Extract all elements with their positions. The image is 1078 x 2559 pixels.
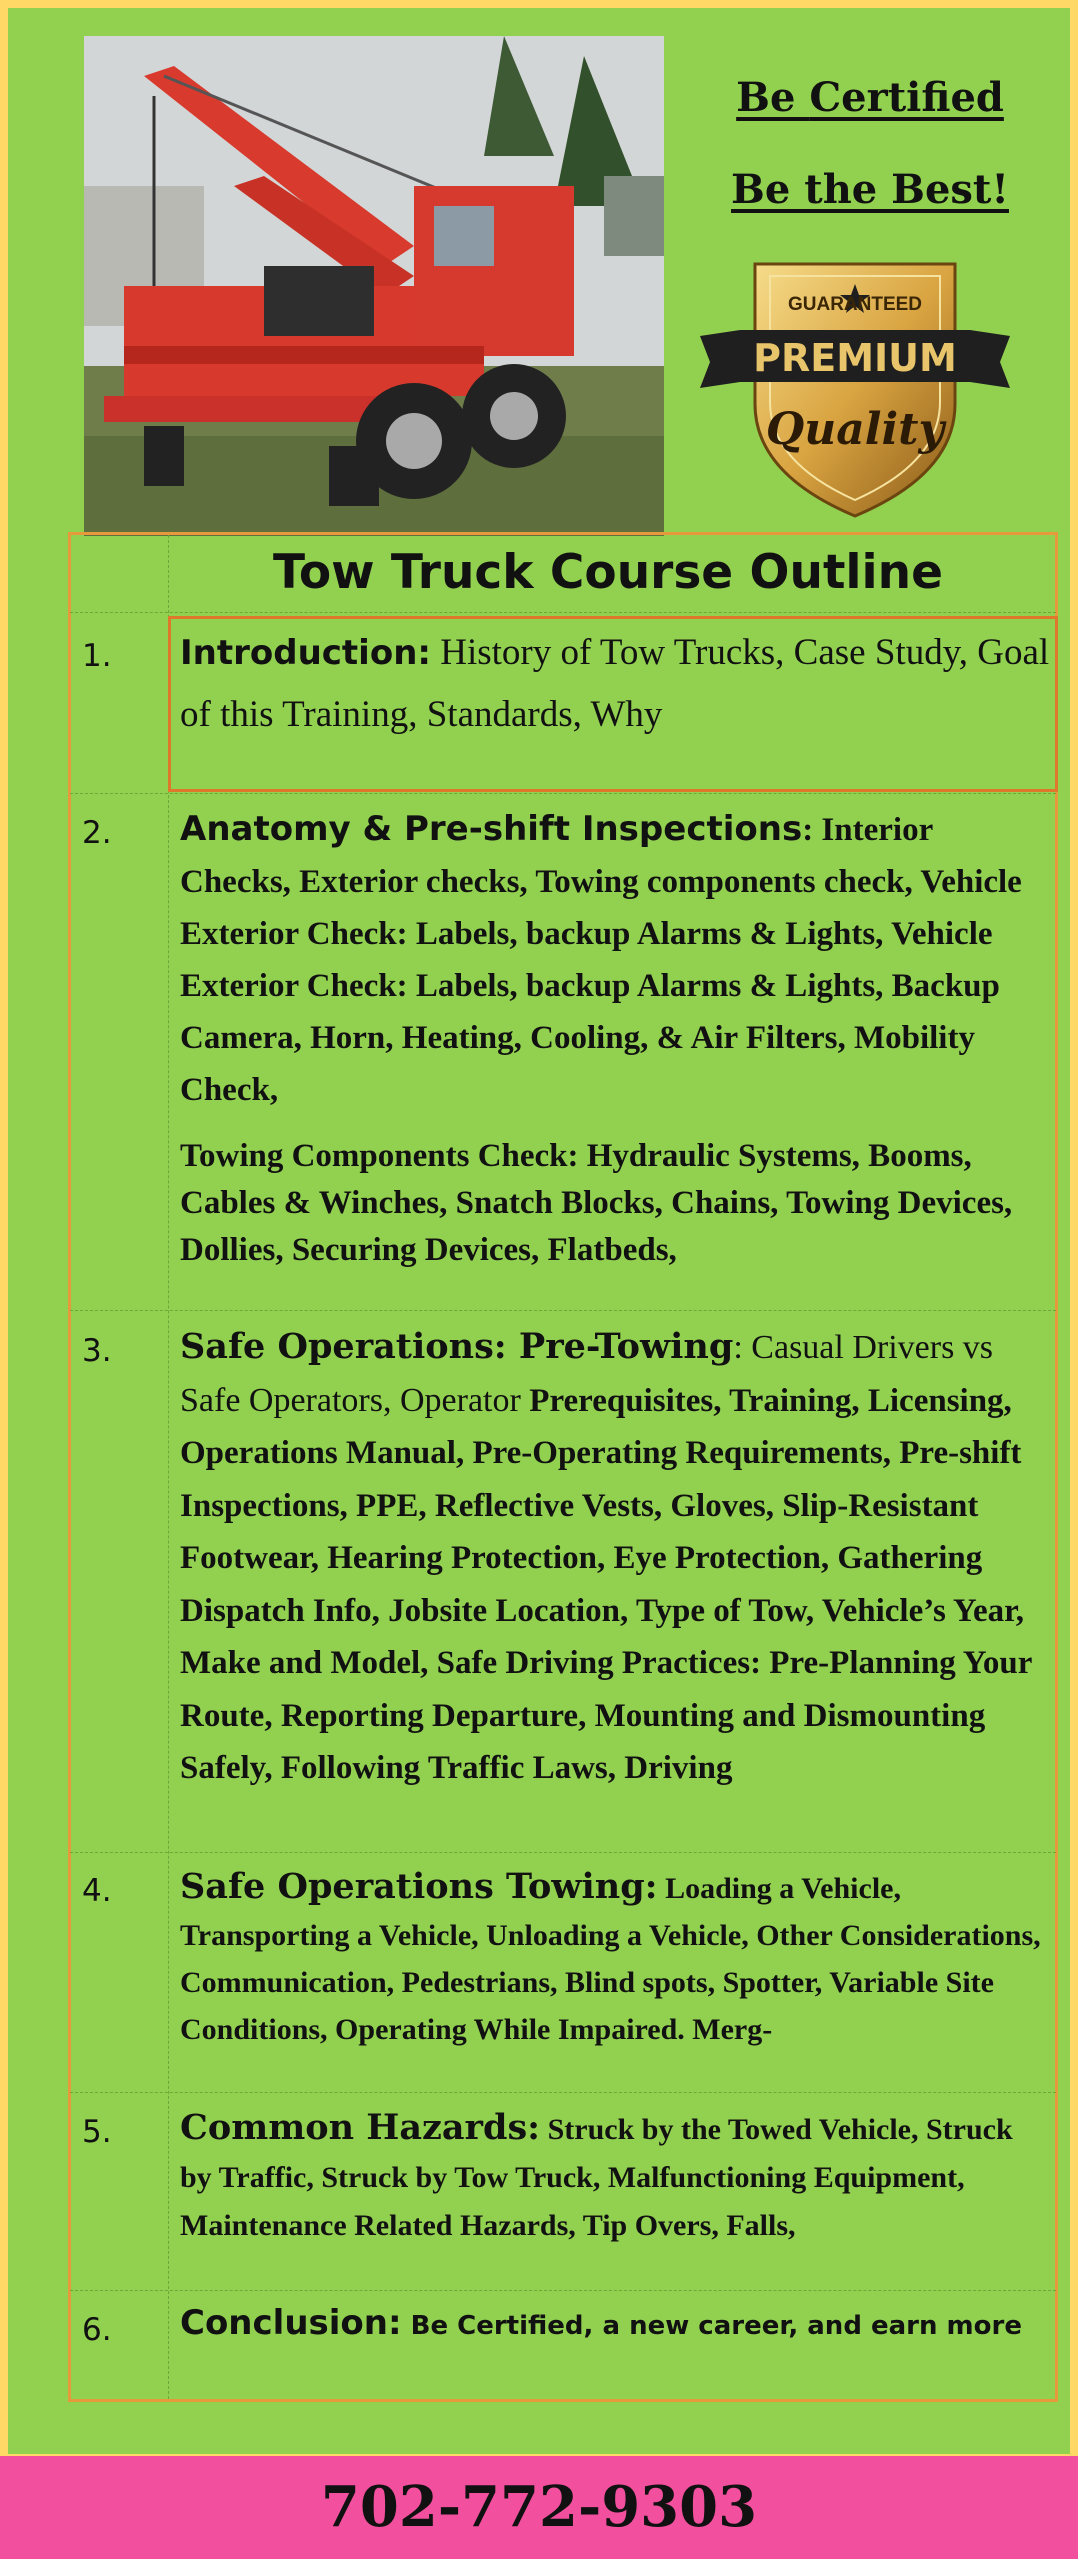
section-heading: Conclusion: — [180, 2303, 402, 2343]
section-introduction — [180, 625, 1050, 749]
slogan-be-certified — [690, 74, 1050, 121]
tow-truck-photo — [84, 36, 664, 536]
section-text-continued: Towing Components Check: Hydraulic Systems, Booms, Cables & Winches, Snatch Blocks, Chains, Towing Devices, Dollies, Securing Devices, Flatbeds, — [180, 1138, 1013, 1268]
phone-number[interactable]: 702-772-9303 — [320, 2474, 758, 2540]
row-divider — [70, 612, 1056, 613]
section-heading: Introduction: — [180, 633, 431, 673]
section-heading: Anatomy & Pre-shift Inspections — [180, 809, 803, 849]
section-number: 2. — [82, 815, 112, 851]
table-column-divider — [168, 535, 169, 2399]
section-number: 1. — [82, 638, 112, 674]
slogan-be-the-best: Be the Best! — [731, 166, 1009, 213]
section-text: : Interior Checks, Exterior checks, Towing components check, Vehicle Exterior Check: Labels, backup Alarms & Lights, Vehicle Exterior Check: Labels, backup Alarms & Lights, Backup Camera, Horn, Heating, Cooling, & Air Filters, Mobility Check, — [180, 812, 1022, 1108]
section-heading: Common Hazards: — [180, 2107, 541, 2148]
row-divider — [70, 793, 1056, 794]
badge-quality-text: Quality — [765, 404, 945, 455]
section-text: Loading a Vehicle, Transporting a Vehicle, Unloading a Vehicle, Other Considerations, Communication, Pedestrians, Blind spots, Spotter, Variable Site Conditions, Operating While Impaired. Merg- — [180, 1872, 1041, 2046]
section-anatomy-inspections — [180, 806, 1050, 1274]
row-divider — [70, 1852, 1056, 1853]
row-divider — [70, 2290, 1056, 2291]
section-text-regular: : Casual Drivers vs Safe Operators, Operator — [180, 1329, 994, 1419]
section-conclusion — [180, 2300, 1050, 2353]
row-divider — [70, 1310, 1056, 1311]
badge-premium-text: PREMIUM — [753, 336, 957, 380]
badge-guaranteed-text: GUARANTEED — [787, 294, 923, 315]
section-heading: Safe Operations Towing: — [180, 1866, 658, 1907]
section-number: 6. — [82, 2312, 112, 2348]
section-safe-operations-pre-towing — [180, 1324, 1050, 1798]
section-common-hazards — [180, 2106, 1050, 2252]
premium-quality-badge — [700, 254, 1010, 519]
slogan-prefix: Be — [736, 74, 810, 121]
section-number: 5. — [82, 2114, 112, 2150]
section-number: 4. — [82, 1873, 112, 1909]
section-heading: Safe Operations: Pre-Towing — [180, 1326, 734, 1367]
section-text: Be Certified, a new career, and earn more — [401, 2311, 1022, 2341]
section-text: History of Tow Trucks, Case Study, Goal of this Training, Standards, Why — [180, 632, 1050, 735]
section-number: 3. — [82, 1333, 112, 1369]
section-text: Struck by the Towed Vehicle, Struck by Traffic, Struck by Tow Truck, Malfunctioning Equipment, Maintenance Related Hazards, Tip Overs, Falls, — [180, 2113, 1013, 2242]
section-text: Prerequisites, Training, Licensing, Operations Manual, Pre-Operating Requirements, Pre-shift Inspections, PPE, Reflective Vests, Gloves, Slip-Resistant Footwear, Hearing Protection, Eye Protection, Gathering Dispatch Info, Jobsite Location, Type of Tow, Vehicle’s Year, Make and Model, Safe Driving Practices: Pre-Planning Your Route, Reporting Departure, Mounting and Dismounting Safely, Following Traffic Laws, Driving — [180, 1382, 1032, 1786]
section-safe-operations-towing — [180, 1866, 1050, 2056]
row-divider — [70, 2092, 1056, 2093]
slogan-certified: Certified — [809, 74, 1004, 121]
outline-title: Tow Truck Course Outline — [273, 545, 943, 600]
